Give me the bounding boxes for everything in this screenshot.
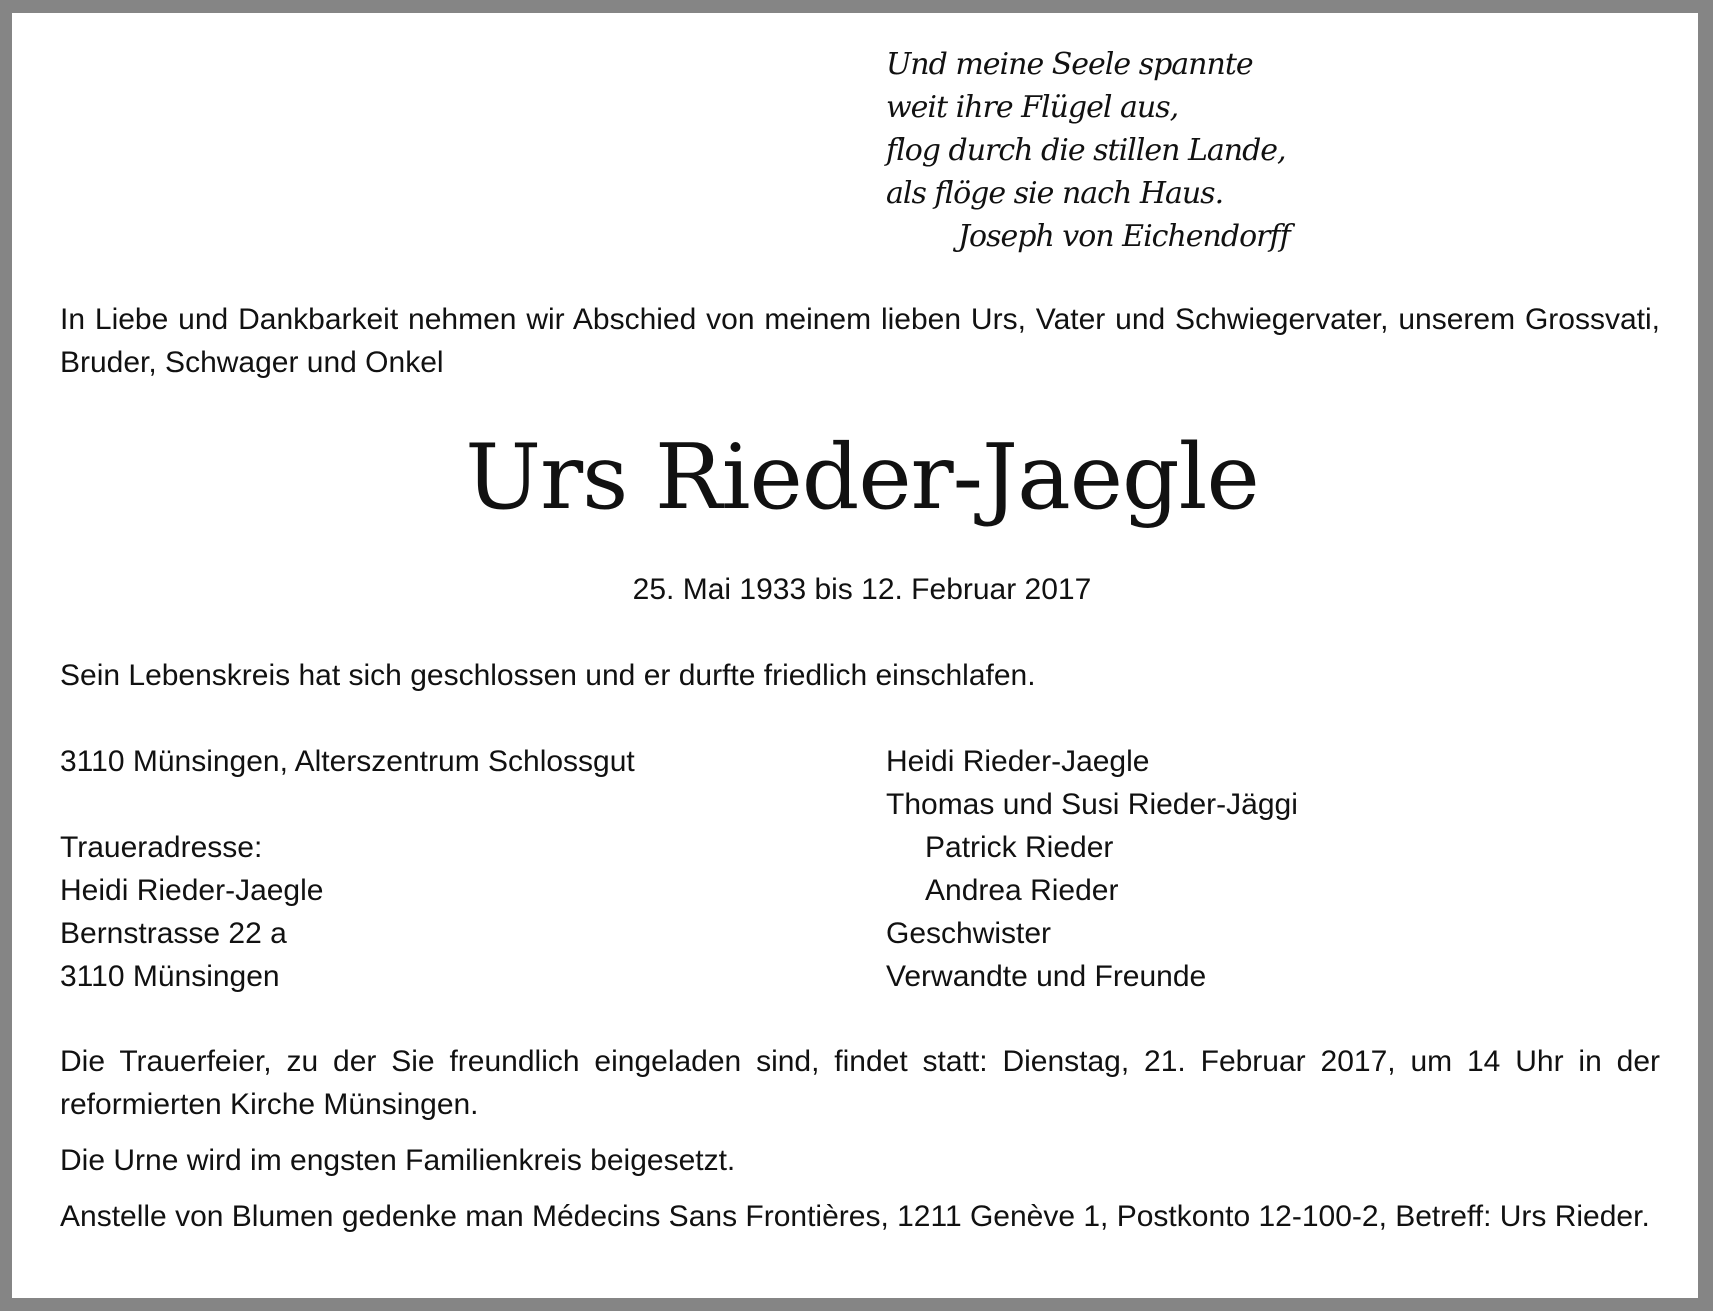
- spacer: [60, 783, 860, 826]
- intro-paragraph: In Liebe und Dankbarkeit nehmen wir Abschied von meinem lieben Urs, Vater und Schwiegervater, unserem Grossvati, Bruder, Schwager und Onkel: [60, 303, 1660, 379]
- mourning-address-line: 3110 Münsingen: [60, 960, 280, 993]
- mourners-list: [886, 740, 1686, 998]
- address-column: [60, 740, 860, 998]
- mourning-address-line: Bernstrasse 22 a: [60, 917, 287, 950]
- donation-paragraph: Anstelle von Blumen gedenke man Médecins Sans Frontières, 1211 Genève 1, Postkonto 12-100-2, Betreff: Urs Rieder.: [60, 1200, 1650, 1233]
- mourner-name: Verwandte und Freunde: [886, 960, 1207, 993]
- mourner-name: Heidi Rieder-Jaegle: [886, 745, 1150, 778]
- ceremony-paragraph: Die Trauerfeier, zu der Sie freundlich eingeladen sind, findet statt: Dienstag, 21. Februar 2017, um 14 Uhr in der reformierten Kirche Münsingen.: [60, 1045, 1660, 1121]
- mourner-name: Geschwister: [886, 917, 1052, 950]
- place-of-death: 3110 Münsingen, Alterszentrum Schlossgut: [60, 745, 635, 778]
- urn-sentence: Die Urne wird im engsten Familienkreis beigesetzt.: [60, 1144, 736, 1177]
- deceased-name: Urs Rieder-Jaegle: [465, 425, 1259, 530]
- poem-line: flog durch die stillen Lande,: [886, 133, 1286, 168]
- obituary-notice: [12, 13, 1698, 1298]
- mourner-name: Thomas und Susi Rieder-Jäggi: [886, 788, 1298, 821]
- closing-sentence: Sein Lebenskreis hat sich geschlossen und er durfte friedlich einschlafen.: [60, 659, 1036, 692]
- poem-quote: [886, 43, 1290, 258]
- poem-line: weit ihre Flügel aus,: [886, 90, 1179, 125]
- mourning-address-line: Heidi Rieder-Jaegle: [60, 874, 324, 907]
- poem-line: als flöge sie nach Haus.: [886, 176, 1224, 211]
- mourning-address-label: Traueradresse:: [60, 831, 263, 864]
- life-dates: 25. Mai 1933 bis 12. Februar 2017: [632, 573, 1092, 606]
- poem-author: Joseph von Eichendorff: [958, 219, 1290, 254]
- mourner-name: Andrea Rieder: [925, 874, 1119, 907]
- mourner-name: Patrick Rieder: [925, 831, 1114, 864]
- poem-line: Und meine Seele spannte: [886, 47, 1253, 82]
